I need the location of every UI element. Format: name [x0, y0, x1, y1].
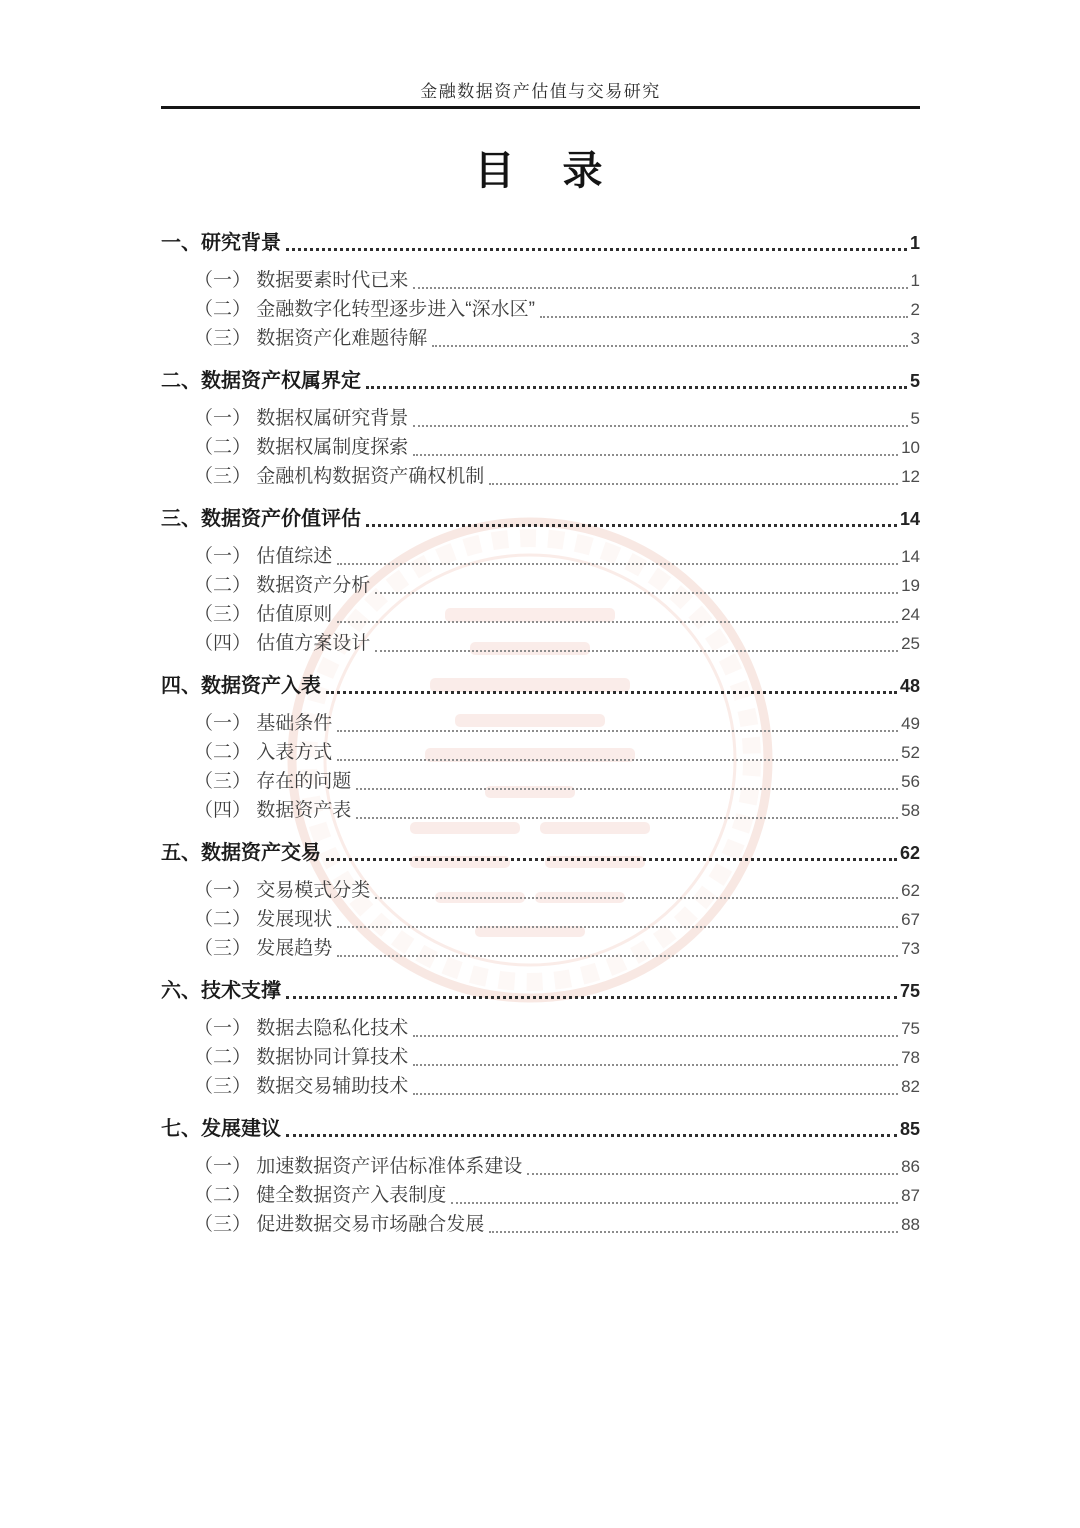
toc-entry-label: （二） 数据权属制度探索	[194, 437, 409, 458]
dot-leader	[337, 621, 898, 623]
toc-section-row[interactable]	[161, 366, 920, 396]
toc-item-row[interactable]	[161, 629, 920, 658]
dot-leader	[337, 563, 898, 565]
toc-page-number: 52	[901, 743, 920, 762]
toc-page-number: 62	[899, 843, 920, 863]
dot-leader	[337, 730, 898, 732]
dot-leader	[337, 955, 898, 957]
toc-entry-label: 五、数据资产交易	[161, 842, 321, 864]
dot-leader	[337, 759, 898, 761]
toc-page-number: 78	[901, 1048, 920, 1067]
dot-leader	[527, 1173, 898, 1175]
toc-item-row[interactable]	[161, 1072, 920, 1101]
dot-leader	[413, 425, 907, 427]
dot-leader	[286, 1134, 897, 1137]
toc-entry-label: （二） 健全数据资产入表制度	[194, 1185, 447, 1206]
toc-page-number: 85	[899, 1119, 920, 1139]
toc-item-row[interactable]	[161, 876, 920, 905]
toc-entry-label: （二） 数据资产分析	[194, 575, 371, 596]
toc-item-row[interactable]	[161, 767, 920, 796]
dot-leader	[489, 483, 898, 485]
toc-section-row[interactable]	[161, 671, 920, 701]
dot-leader	[413, 1035, 898, 1037]
toc-page-number: 2	[910, 300, 920, 319]
toc-item-row[interactable]	[161, 709, 920, 738]
toc-section-row[interactable]	[161, 1114, 920, 1144]
toc-page-number: 86	[901, 1157, 920, 1176]
toc-item-row[interactable]	[161, 934, 920, 963]
toc-item-row[interactable]	[161, 571, 920, 600]
toc-item-row[interactable]	[161, 1152, 920, 1181]
dot-leader	[451, 1202, 898, 1204]
toc-item-row[interactable]	[161, 600, 920, 629]
toc-page-number: 48	[899, 676, 920, 696]
dot-leader	[375, 650, 898, 652]
dot-leader	[375, 897, 898, 899]
dot-leader	[326, 691, 897, 694]
toc-entry-label: （四） 数据资产表	[194, 800, 352, 821]
toc-entry-label: （二） 入表方式	[194, 742, 333, 763]
toc-section-row[interactable]	[161, 976, 920, 1006]
toc-entry-label: （三） 发展趋势	[194, 938, 333, 959]
toc-page-number: 5	[909, 371, 920, 391]
toc-entry-label: （一） 交易模式分类	[194, 880, 371, 901]
toc-entry-label: 四、数据资产入表	[161, 675, 321, 697]
toc-item-row[interactable]	[161, 1181, 920, 1210]
dot-leader	[326, 858, 897, 861]
toc-item-row[interactable]	[161, 433, 920, 462]
toc-section-row[interactable]	[161, 228, 920, 258]
toc-page-number: 14	[901, 547, 920, 566]
toc-item-row[interactable]	[161, 905, 920, 934]
toc-item-row[interactable]	[161, 404, 920, 433]
toc-page-number: 82	[901, 1077, 920, 1096]
toc-page-number: 62	[901, 881, 920, 900]
toc-page-number: 56	[901, 772, 920, 791]
toc-entry-label: （四） 估值方案设计	[194, 633, 371, 654]
toc-item-row[interactable]	[161, 738, 920, 767]
toc-page-number: 75	[901, 1019, 920, 1038]
dot-leader	[356, 788, 898, 790]
toc-page-number: 3	[910, 329, 920, 348]
dot-leader	[540, 316, 908, 318]
toc-page-number: 1	[910, 271, 920, 290]
toc-entry-label: （三） 数据交易辅助技术	[194, 1076, 409, 1097]
toc-page-number: 75	[899, 981, 920, 1001]
dot-leader	[286, 996, 897, 999]
dot-leader	[286, 248, 907, 251]
toc-page-number: 10	[901, 438, 920, 457]
toc-entry-label: （三） 促进数据交易市场融合发展	[194, 1214, 485, 1235]
toc-entry-label: 六、技术支撑	[161, 980, 281, 1002]
toc-page-number: 73	[901, 939, 920, 958]
toc-entry-label: （一） 数据权属研究背景	[194, 408, 409, 429]
toc-entry-label: （三） 金融机构数据资产确权机制	[194, 466, 485, 487]
toc-entry-label: （二） 发展现状	[194, 909, 333, 930]
toc-entry-label: （一） 基础条件	[194, 713, 333, 734]
toc-item-row[interactable]	[161, 796, 920, 825]
toc-item-row[interactable]	[161, 266, 920, 295]
toc-entry-label: （二） 数据协同计算技术	[194, 1047, 409, 1068]
toc-entry-label: 七、发展建议	[161, 1118, 281, 1140]
page-title: 目 录	[474, 149, 607, 193]
toc-item-row[interactable]	[161, 462, 920, 491]
toc-page-number: 25	[901, 634, 920, 653]
toc-page-number: 1	[909, 233, 920, 253]
toc-entry-label: （三） 数据资产化难题待解	[194, 328, 428, 349]
dot-leader	[337, 926, 898, 928]
toc-entry-label: （一） 数据去隐私化技术	[194, 1018, 409, 1039]
dot-leader	[366, 386, 907, 389]
document-header-title: 金融数据资产估值与交易研究	[420, 82, 661, 101]
dot-leader	[366, 524, 897, 527]
toc-entry-label: （一） 估值综述	[194, 546, 333, 567]
dot-leader	[432, 345, 907, 347]
toc-page-number: 12	[901, 467, 920, 486]
toc-page-number: 5	[910, 409, 920, 428]
toc-page-number: 14	[899, 509, 920, 529]
toc	[161, 228, 920, 1239]
dot-leader	[413, 1064, 898, 1066]
toc-section-row[interactable]	[161, 838, 920, 868]
dot-leader	[413, 1093, 898, 1095]
toc-entry-label: （三） 存在的问题	[194, 771, 352, 792]
toc-item-row[interactable]	[161, 1043, 920, 1072]
dot-leader	[413, 454, 898, 456]
toc-entry-label: 三、数据资产价值评估	[161, 508, 361, 530]
dot-leader	[356, 817, 898, 819]
toc-entry-label: （二） 金融数字化转型逐步进入“深水区”	[194, 299, 535, 320]
dot-leader	[413, 287, 907, 289]
toc-section-row[interactable]	[161, 504, 920, 534]
toc-entry-label: 一、研究背景	[161, 232, 281, 254]
toc-page-number: 19	[901, 576, 920, 595]
toc-entry-label: （三） 估值原则	[194, 604, 333, 625]
header-rule	[161, 106, 920, 109]
toc-entry-label: （一） 加速数据资产评估标准体系建设	[194, 1156, 523, 1177]
toc-page-number: 88	[901, 1215, 920, 1234]
toc-item-row[interactable]	[161, 324, 920, 353]
dot-leader	[375, 592, 898, 594]
toc-item-row[interactable]	[161, 1210, 920, 1239]
toc-item-row[interactable]	[161, 295, 920, 324]
toc-page-number: 24	[901, 605, 920, 624]
toc-page-number: 49	[901, 714, 920, 733]
toc-entry-label: （一） 数据要素时代已来	[194, 270, 409, 291]
toc-page-number: 87	[901, 1186, 920, 1205]
toc-item-row[interactable]	[161, 542, 920, 571]
toc-page-number: 67	[901, 910, 920, 929]
dot-leader	[489, 1231, 898, 1233]
toc-item-row[interactable]	[161, 1014, 920, 1043]
toc-entry-label: 二、数据资产权属界定	[161, 370, 361, 392]
toc-page-number: 58	[901, 801, 920, 820]
